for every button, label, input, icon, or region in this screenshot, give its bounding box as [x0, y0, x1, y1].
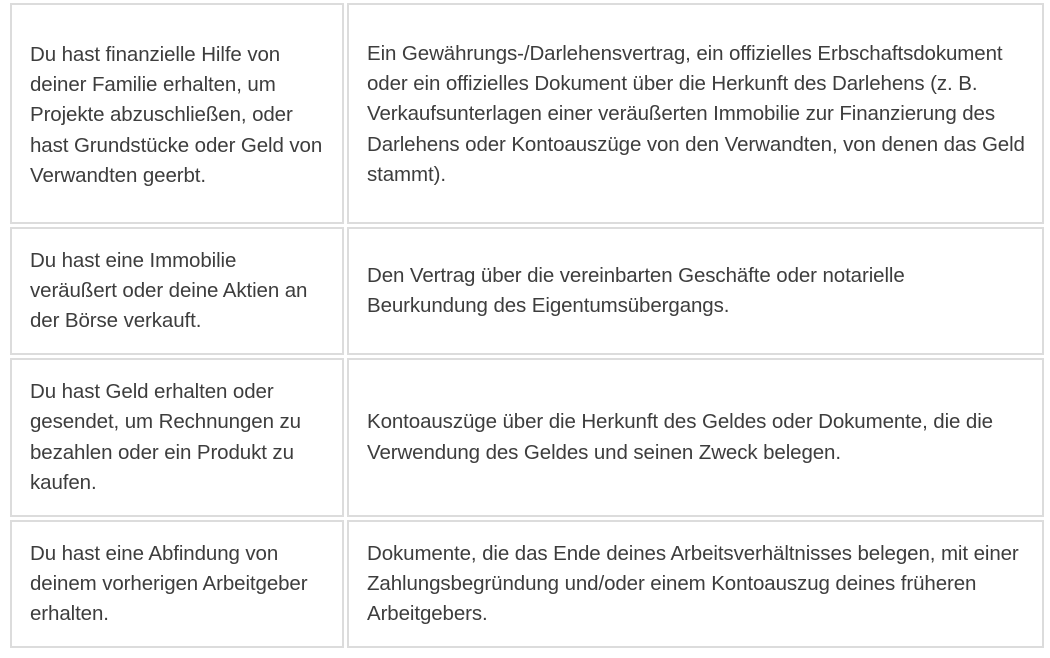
situation-cell — [10, 358, 344, 517]
situation-text: Du hast finanzielle Hilfe von deiner Familie erhalten, um Projekte abzuschließen, oder hast Grundstücke oder Geld von Verwandten geerbt. — [30, 42, 323, 187]
documents-text: Kontoauszüge über die Herkunft des Geldes oder Dokumente, die die Verwendung des Geldes und seinen Zweck belegen. — [367, 410, 993, 464]
table-row — [8, 520, 1046, 648]
situation-text: Du hast eine Immobilie veräußert oder deine Aktien an der Börse verkauft. — [30, 248, 308, 333]
table-row — [8, 227, 1046, 355]
table-row — [8, 358, 1046, 517]
situation-text: Du hast eine Abfindung von deinem vorherigen Arbeitgeber erhalten. — [30, 541, 308, 626]
table-row — [8, 3, 1046, 224]
documents-text: Dokumente, die das Ende deines Arbeitsverhältnisses belegen, mit einer Zahlungsbegründung und/oder einem Kontoauszug deines früheren Arbeitgebers. — [367, 541, 1019, 626]
documents-text: Ein Gewährungs-/Darlehensvertrag, ein offizielles Erbschaftsdokument oder ein offizielles Dokument über die Herkunft des Darlehens (z. B. Verkaufsunterlagen einer veräußerten Immobilie zur Finanzierung des Darlehens oder Kontoauszüge von den Verwandten, von denen das Geld stammt). — [367, 41, 1025, 186]
situation-cell — [10, 227, 344, 355]
situation-cell — [10, 520, 344, 648]
documents-cell — [347, 3, 1044, 224]
situation-text: Du hast Geld erhalten oder gesendet, um Rechnungen zu bezahlen oder ein Produkt zu kaufen. — [30, 380, 301, 494]
documents-cell — [347, 520, 1044, 648]
documents-cell — [347, 227, 1044, 355]
situation-cell — [10, 3, 344, 224]
documents-cell — [347, 358, 1044, 517]
documents-text: Den Vertrag über die vereinbarten Geschäfte oder notarielle Beurkundung des Eigentumsübergangs. — [367, 263, 905, 317]
